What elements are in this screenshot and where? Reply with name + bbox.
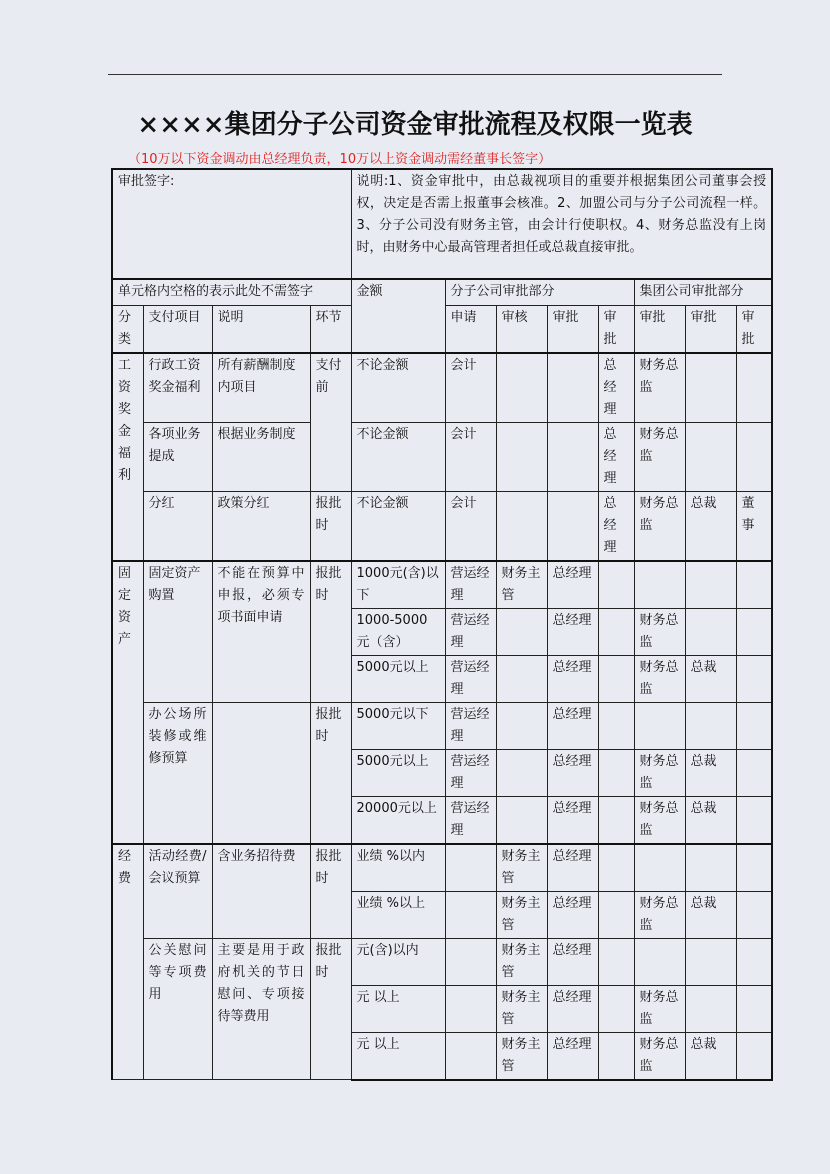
apply-cell: 营运经理	[445, 702, 496, 749]
g2-cell	[685, 561, 736, 609]
sign-label: 审批签字:	[112, 169, 351, 279]
apply-cell	[445, 891, 496, 938]
review-cell	[496, 796, 547, 844]
approve1-cell: 总经理	[547, 938, 598, 985]
amount-cell: 5000元以上	[351, 655, 445, 702]
amount-cell: 元 以上	[351, 1032, 445, 1080]
approve1-cell: 总经理	[547, 608, 598, 655]
header-amount: 金额	[351, 279, 445, 353]
header-review: 审核	[496, 305, 547, 353]
g3-cell	[736, 796, 772, 844]
apply-cell	[445, 985, 496, 1032]
apply-cell: 营运经理	[445, 655, 496, 702]
page-title: ××××集团分子公司资金审批流程及权限一览表	[137, 110, 693, 140]
review-cell	[496, 608, 547, 655]
approve1-cell: 总经理	[547, 561, 598, 609]
header-g-approve3: 审批	[736, 305, 772, 353]
g1-cell: 财务总监	[634, 491, 685, 561]
g1-cell	[634, 561, 685, 609]
approve1-cell: 总经理	[547, 655, 598, 702]
apply-cell: 会计	[445, 353, 496, 423]
approve1-cell	[547, 491, 598, 561]
approve2-cell	[598, 1032, 634, 1080]
g1-cell: 财务总监	[634, 608, 685, 655]
g2-cell	[685, 422, 736, 491]
approve1-cell: 总经理	[547, 1032, 598, 1080]
apply-cell: 会计	[445, 422, 496, 491]
approve2-cell	[598, 796, 634, 844]
header-g-approve2: 审批	[685, 305, 736, 353]
table-row	[112, 422, 772, 491]
desc-cell: 主要是用于政府机关的节日慰问、专项接待等费用	[212, 938, 310, 1080]
g1-cell: 财务总监	[634, 985, 685, 1032]
approve2-cell: 总经理	[598, 422, 634, 491]
review-cell: 财务主管	[496, 985, 547, 1032]
amount-cell: 不论金额	[351, 422, 445, 491]
header-rule	[108, 74, 722, 75]
amount-cell: 不论金额	[351, 353, 445, 423]
g2-cell: 总裁	[685, 891, 736, 938]
header-group-part: 集团公司审批部分	[634, 279, 772, 305]
g2-cell	[685, 985, 736, 1032]
g2-cell: 总裁	[685, 1032, 736, 1080]
g2-cell: 总裁	[685, 491, 736, 561]
table-row	[112, 702, 772, 749]
g2-cell	[685, 353, 736, 423]
review-cell	[496, 422, 547, 491]
desc-cell: 所有薪酬制度内项目	[212, 353, 310, 423]
review-cell: 财务主管	[496, 561, 547, 609]
category-wage: 工资奖金福利	[112, 353, 143, 561]
g2-cell	[685, 702, 736, 749]
g3-cell	[736, 985, 772, 1032]
blank-note: 单元格内空格的表示此处不需签字	[112, 279, 351, 305]
header-category: 分类	[112, 305, 143, 353]
approve2-cell	[598, 891, 634, 938]
g1-cell: 财务总监	[634, 655, 685, 702]
g1-cell: 财务总监	[634, 422, 685, 491]
table-row	[112, 561, 772, 609]
category-expense: 经费	[112, 844, 143, 1080]
g3-cell	[736, 891, 772, 938]
g1-cell	[634, 938, 685, 985]
header-sub-part: 分子公司审批部分	[445, 279, 634, 305]
amount-cell: 业绩 %以上	[351, 891, 445, 938]
review-cell	[496, 749, 547, 796]
stage-cell: 支付前	[310, 353, 351, 492]
apply-cell: 会计	[445, 491, 496, 561]
item-cell: 分红	[143, 491, 212, 561]
review-cell	[496, 491, 547, 561]
apply-cell: 营运经理	[445, 796, 496, 844]
stage-cell: 报批时	[310, 844, 351, 939]
amount-cell: 5000元以下	[351, 702, 445, 749]
amount-cell: 不论金额	[351, 491, 445, 561]
amount-cell: 1000-5000元（含）	[351, 608, 445, 655]
header-g-approve1: 审批	[634, 305, 685, 353]
category-fixed: 固定资产	[112, 561, 143, 844]
g3-cell	[736, 938, 772, 985]
table-row	[112, 844, 772, 892]
header-apply: 申请	[445, 305, 496, 353]
approve1-cell: 总经理	[547, 844, 598, 892]
item-cell: 固定资产购置	[143, 561, 212, 703]
apply-cell: 营运经理	[445, 561, 496, 609]
approve2-cell	[598, 655, 634, 702]
g3-cell: 董事	[736, 491, 772, 561]
header-approve2: 审批	[598, 305, 634, 353]
apply-cell: 营运经理	[445, 608, 496, 655]
approve2-cell	[598, 985, 634, 1032]
g3-cell	[736, 749, 772, 796]
g3-cell	[736, 353, 772, 423]
stage-cell: 报批时	[310, 561, 351, 703]
g2-cell	[685, 844, 736, 892]
red-note: （10万以下资金调动由总经理负责，10万以上资金调动需经董事长签字）	[128, 152, 552, 167]
stage-cell: 报批时	[310, 702, 351, 844]
amount-cell: 元 以上	[351, 985, 445, 1032]
review-cell	[496, 655, 547, 702]
table-row	[112, 279, 772, 305]
table-row	[112, 353, 772, 423]
table-row	[112, 938, 772, 985]
review-cell: 财务主管	[496, 891, 547, 938]
stage-cell: 报批时	[310, 938, 351, 1080]
g1-cell: 财务总监	[634, 353, 685, 423]
item-cell: 办公场所装修或维修预算	[143, 702, 212, 844]
amount-cell: 元(含)以内	[351, 938, 445, 985]
header-item: 支付项目	[143, 305, 212, 353]
g2-cell: 总裁	[685, 796, 736, 844]
approve1-cell: 总经理	[547, 796, 598, 844]
review-cell	[496, 353, 547, 423]
desc-cell: 政策分红	[212, 491, 310, 561]
g3-cell	[736, 844, 772, 892]
approve2-cell	[598, 608, 634, 655]
g3-cell	[736, 422, 772, 491]
g1-cell: 财务总监	[634, 1032, 685, 1080]
approve2-cell	[598, 749, 634, 796]
g1-cell: 财务总监	[634, 796, 685, 844]
g1-cell	[634, 844, 685, 892]
approval-table	[111, 168, 773, 1081]
apply-cell	[445, 844, 496, 892]
approve2-cell	[598, 938, 634, 985]
header-approve1: 审批	[547, 305, 598, 353]
desc-cell: 含业务招待费	[212, 844, 310, 939]
amount-cell: 5000元以上	[351, 749, 445, 796]
g2-cell	[685, 938, 736, 985]
approve2-cell	[598, 844, 634, 892]
apply-cell	[445, 938, 496, 985]
item-cell: 各项业务提成	[143, 422, 212, 491]
g3-cell	[736, 608, 772, 655]
g1-cell	[634, 702, 685, 749]
approve1-cell: 总经理	[547, 985, 598, 1032]
item-cell: 行政工资奖金福利	[143, 353, 212, 423]
approve2-cell	[598, 561, 634, 609]
stage-cell: 报批时	[310, 491, 351, 561]
header-stage: 环节	[310, 305, 351, 353]
review-cell	[496, 702, 547, 749]
g3-cell	[736, 561, 772, 609]
amount-cell: 20000元以上	[351, 796, 445, 844]
item-cell: 活动经费/会议预算	[143, 844, 212, 939]
approve1-cell: 总经理	[547, 891, 598, 938]
desc-cell: 不能在预算中申报，必须专项书面申请	[212, 561, 310, 703]
description: 说明:1、资金审批中，由总裁视项目的重要并根据集团公司董事会授权，决定是否需上报董事会核准。2、加盟公司与分子公司流程一样。3、分子公司没有财务主管，由会计行使职权。4、财务总监没有上岗时，由财务中心最高管理者担任或总裁直接审批。	[351, 169, 772, 279]
approve1-cell: 总经理	[547, 702, 598, 749]
approve2-cell: 总经理	[598, 353, 634, 423]
g3-cell	[736, 655, 772, 702]
apply-cell: 营运经理	[445, 749, 496, 796]
table-row	[112, 169, 772, 279]
g1-cell: 财务总监	[634, 749, 685, 796]
amount-cell: 1000元(含)以下	[351, 561, 445, 609]
approve2-cell	[598, 702, 634, 749]
header-desc: 说明	[212, 305, 310, 353]
apply-cell	[445, 1032, 496, 1080]
review-cell: 财务主管	[496, 1032, 547, 1080]
g3-cell	[736, 702, 772, 749]
g2-cell: 总裁	[685, 655, 736, 702]
g2-cell	[685, 608, 736, 655]
item-cell: 公关慰问等专项费用	[143, 938, 212, 1080]
g2-cell: 总裁	[685, 749, 736, 796]
table-row	[112, 491, 772, 561]
approve1-cell: 总经理	[547, 749, 598, 796]
approve1-cell	[547, 422, 598, 491]
desc-cell: 根据业务制度	[212, 422, 310, 491]
approve1-cell	[547, 353, 598, 423]
g3-cell	[736, 1032, 772, 1080]
review-cell: 财务主管	[496, 844, 547, 892]
review-cell: 财务主管	[496, 938, 547, 985]
amount-cell: 业绩 %以内	[351, 844, 445, 892]
g1-cell: 财务总监	[634, 891, 685, 938]
approve2-cell: 总经理	[598, 491, 634, 561]
desc-cell	[212, 702, 310, 844]
